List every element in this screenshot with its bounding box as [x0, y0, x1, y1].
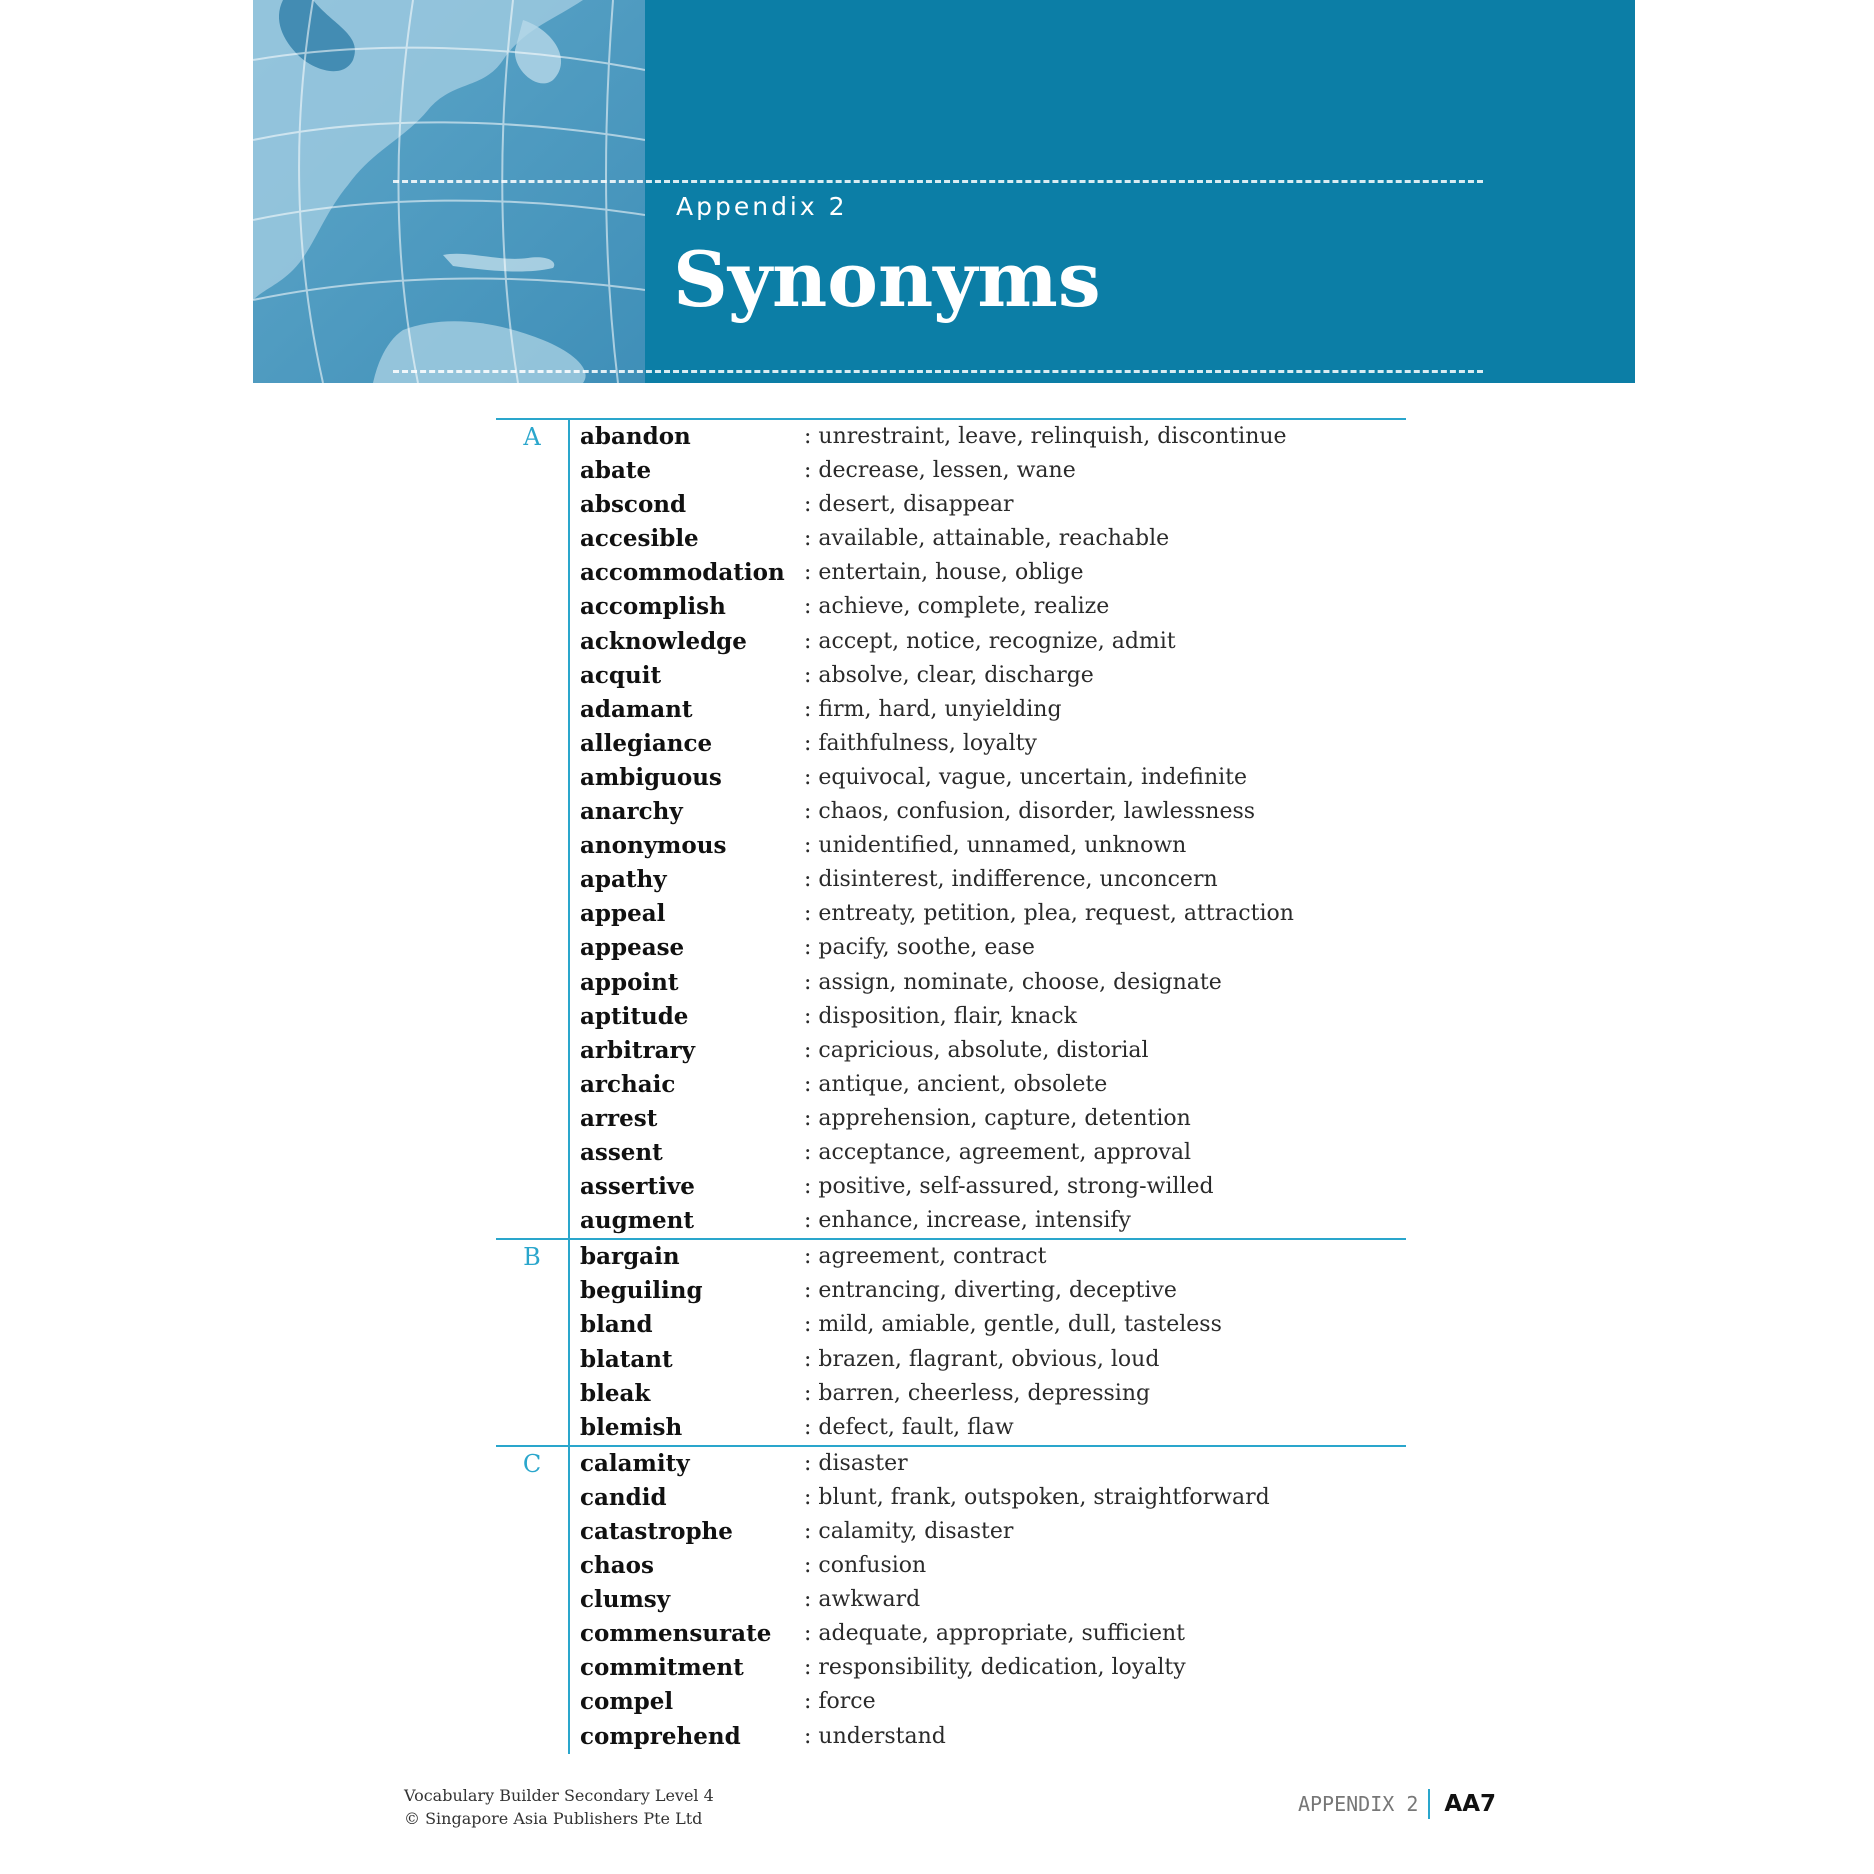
section-letter: C — [522, 1449, 542, 1478]
entry-synonyms: : force — [804, 1685, 876, 1719]
entry-synonyms: : adequate, appropriate, sufficient — [804, 1617, 1185, 1651]
entry-word: bland — [580, 1311, 653, 1339]
entry-synonyms: : apprehension, capture, detention — [804, 1102, 1191, 1136]
entry-word: ambiguous — [580, 763, 722, 791]
list-item — [496, 625, 1406, 659]
entry-word: blatant — [580, 1345, 673, 1373]
list-item — [496, 1651, 1406, 1685]
entry-word: adamant — [580, 695, 693, 723]
entry-word: chaos — [580, 1552, 654, 1580]
entry-synonyms: : assign, nominate, choose, designate — [804, 966, 1222, 1000]
list-item — [496, 454, 1406, 488]
entry-synonyms: : calamity, disaster — [804, 1515, 1013, 1549]
entry-synonyms: : firm, hard, unyielding — [804, 693, 1062, 727]
entry-synonyms: : available, attainable, reachable — [804, 522, 1169, 556]
entry-word: catastrophe — [580, 1518, 733, 1545]
section-letter: A — [523, 423, 541, 451]
entry-word: anarchy — [580, 798, 683, 826]
entry-synonyms: : unrestraint, leave, relinquish, discontinue — [804, 420, 1287, 454]
entry-synonyms: : achieve, complete, realize — [804, 590, 1109, 624]
list-item — [496, 1274, 1406, 1308]
list-item — [496, 420, 1406, 454]
footer-section-label: APPENDIX 2 — [1298, 1789, 1430, 1819]
section-letter: B — [523, 1243, 541, 1272]
entry-word: bleak — [580, 1379, 651, 1407]
entry-word: blemish — [580, 1413, 683, 1441]
entry-word: commensurate — [580, 1620, 772, 1648]
list-item — [496, 1447, 1406, 1481]
entry-word: abandon — [580, 423, 691, 450]
list-item — [496, 1720, 1406, 1754]
entry-synonyms: : defect, fault, flaw — [804, 1411, 1014, 1445]
entry-synonyms: : decrease, lessen, wane — [804, 454, 1076, 488]
entry-word: assertive — [580, 1173, 695, 1201]
entry-word: candid — [580, 1483, 667, 1511]
list-item — [496, 761, 1406, 795]
entry-synonyms: : unidentified, unnamed, unknown — [804, 829, 1186, 863]
entry-synonyms: : disinterest, indifference, unconcern — [804, 863, 1218, 897]
letter-section — [496, 1445, 1406, 1754]
entry-word: appease — [580, 934, 685, 962]
entry-synonyms: : blunt, frank, outspoken, straightforward — [804, 1481, 1270, 1515]
list-item — [496, 1000, 1406, 1034]
entry-synonyms: : chaos, confusion, disorder, lawlessness — [804, 795, 1255, 829]
entry-word: appoint — [580, 968, 679, 996]
dashed-divider-bottom — [393, 370, 1483, 373]
list-item — [496, 1617, 1406, 1651]
entry-synonyms: : agreement, contract — [804, 1240, 1046, 1274]
entry-word: bargain — [580, 1243, 680, 1271]
list-item — [496, 590, 1406, 624]
entry-synonyms: : responsibility, dedication, loyalty — [804, 1651, 1186, 1685]
entry-word: augment — [580, 1207, 695, 1235]
synonym-list — [496, 418, 1406, 1754]
entry-synonyms: : accept, notice, recognize, admit — [804, 625, 1176, 659]
entry-synonyms: : positive, self-assured, strong-willed — [804, 1170, 1214, 1204]
entry-word: acquit — [580, 661, 662, 689]
dashed-divider-top — [393, 180, 1483, 183]
entry-synonyms: : desert, disappear — [804, 488, 1014, 522]
entry-synonyms: : understand — [804, 1720, 946, 1754]
list-item — [496, 1240, 1406, 1274]
list-item — [496, 1308, 1406, 1342]
list-item — [496, 556, 1406, 590]
list-item — [496, 1102, 1406, 1136]
entry-synonyms: : pacify, soothe, ease — [804, 931, 1035, 965]
entry-synonyms: : antique, ancient, obsolete — [804, 1068, 1107, 1102]
entry-word: beguiling — [580, 1277, 703, 1305]
entry-synonyms: : disposition, flair, knack — [804, 1000, 1077, 1034]
book-title: Vocabulary Builder Secondary Level 4 — [404, 1786, 714, 1805]
entry-word: archaic — [580, 1070, 676, 1098]
page-number: AA7 — [1444, 1791, 1496, 1817]
list-item — [496, 829, 1406, 863]
entry-synonyms: : entrancing, diverting, deceptive — [804, 1274, 1177, 1308]
entry-word: assent — [580, 1138, 663, 1166]
entry-word: apathy — [580, 866, 667, 894]
appendix-label: Appendix 2 — [676, 192, 848, 221]
list-item — [496, 1068, 1406, 1102]
entry-synonyms: : absolve, clear, discharge — [804, 659, 1094, 693]
entry-synonyms: : faithfulness, loyalty — [804, 727, 1037, 761]
list-item — [496, 1583, 1406, 1617]
entry-word: abate — [580, 457, 652, 485]
header-banner — [253, 0, 1635, 383]
list-item — [496, 1343, 1406, 1377]
list-item — [496, 659, 1406, 693]
list-item — [496, 1685, 1406, 1719]
letter-section — [496, 418, 1406, 1238]
footer-credits — [404, 1784, 714, 1830]
letter-section — [496, 1238, 1406, 1445]
entry-word: accommodation — [580, 559, 785, 587]
entry-word: compel — [580, 1688, 674, 1716]
entry-word: abscond — [580, 491, 687, 519]
list-item — [496, 931, 1406, 965]
entry-synonyms: : entreaty, petition, plea, request, attraction — [804, 897, 1294, 931]
entry-synonyms: : confusion — [804, 1549, 926, 1583]
list-item — [496, 863, 1406, 897]
copyright-line: © Singapore Asia Publishers Pte Ltd — [404, 1809, 703, 1828]
list-item — [496, 1377, 1406, 1411]
list-item — [496, 1549, 1406, 1583]
footer-page-info — [1298, 1789, 1496, 1819]
list-item — [496, 1136, 1406, 1170]
entry-synonyms: : disaster — [804, 1447, 908, 1481]
globe-map-icon — [253, 0, 645, 383]
entry-word: calamity — [580, 1449, 690, 1477]
entry-synonyms: : equivocal, vague, uncertain, indefinite — [804, 761, 1247, 795]
list-item — [496, 1481, 1406, 1515]
entry-synonyms: : barren, cheerless, depressing — [804, 1377, 1150, 1411]
list-item — [496, 795, 1406, 829]
list-item — [496, 1411, 1406, 1445]
entry-synonyms: : mild, amiable, gentle, dull, tasteless — [804, 1308, 1222, 1342]
list-item — [496, 1204, 1406, 1238]
entry-synonyms: : entertain, house, oblige — [804, 556, 1084, 590]
list-item — [496, 1170, 1406, 1204]
page-title: Synonyms — [673, 235, 1101, 324]
list-item — [496, 897, 1406, 931]
entry-word: acknowledge — [580, 627, 747, 655]
list-item — [496, 966, 1406, 1000]
list-item — [496, 1034, 1406, 1068]
list-item — [496, 1515, 1406, 1549]
entry-word: arbitrary — [580, 1036, 695, 1064]
entry-word: accomplish — [580, 593, 726, 621]
entry-synonyms: : enhance, increase, intensify — [804, 1204, 1131, 1238]
entry-synonyms: : capricious, absolute, distorial — [804, 1034, 1149, 1068]
entry-word: commitment — [580, 1654, 744, 1682]
entry-synonyms: : awkward — [804, 1583, 920, 1617]
list-item — [496, 727, 1406, 761]
entry-synonyms: : acceptance, agreement, approval — [804, 1136, 1191, 1170]
entry-word: comprehend — [580, 1722, 741, 1750]
entry-word: accesible — [580, 525, 699, 553]
entry-word: aptitude — [580, 1002, 689, 1030]
list-item — [496, 522, 1406, 556]
list-item — [496, 488, 1406, 522]
entry-word: appeal — [580, 900, 666, 928]
entry-word: arrest — [580, 1104, 658, 1132]
entry-synonyms: : brazen, flagrant, obvious, loud — [804, 1343, 1159, 1377]
entry-word: clumsy — [580, 1586, 671, 1614]
entry-word: anonymous — [580, 832, 727, 860]
list-item — [496, 693, 1406, 727]
entry-word: allegiance — [580, 729, 713, 757]
